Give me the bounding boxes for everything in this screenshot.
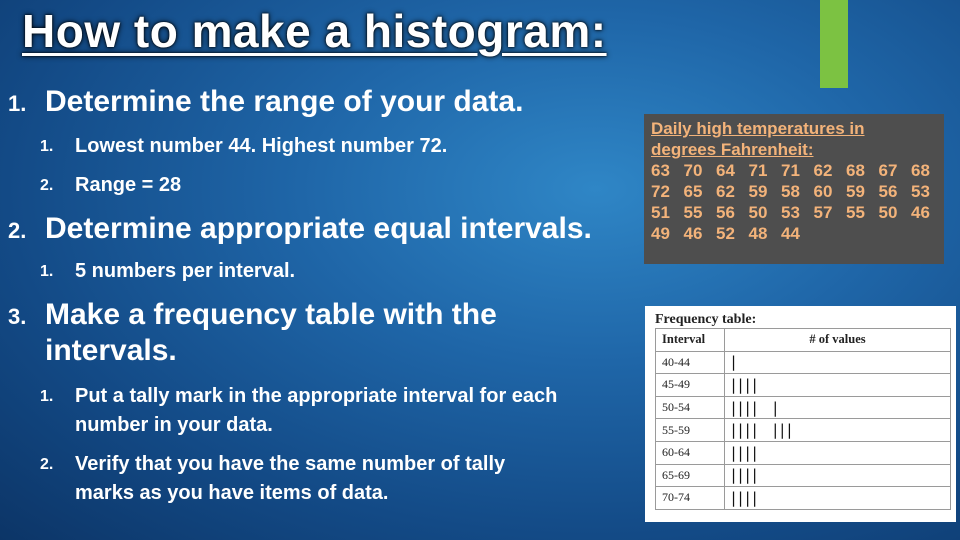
step-2-text: Determine appropriate equal intervals. [45, 212, 592, 245]
table-row [656, 351, 951, 374]
interval-cell: 55-59 [656, 419, 725, 442]
data-value: 72 [651, 182, 670, 201]
data-value: 44 [781, 224, 800, 243]
data-value: 48 [748, 224, 768, 243]
frequency-table-header [656, 329, 951, 352]
frequency-table-image [645, 306, 956, 522]
data-value: 71 [748, 161, 768, 180]
interval-cell: 45-49 [656, 374, 725, 397]
accent-bar [820, 0, 848, 88]
tally-cell: |||| | [725, 396, 951, 419]
frequency-table-title: Frequency table: [655, 312, 757, 327]
data-value [911, 223, 944, 244]
tally-cell: |||| [725, 487, 951, 510]
data-value: 68 [911, 161, 930, 180]
data-value: 60 [813, 182, 833, 201]
data-row [651, 181, 944, 202]
step-3-number: 3. [8, 304, 27, 329]
step-3-sub-1-line1: Put a tally mark in the appropriate interval for each [75, 385, 558, 407]
step-3-sub-1-line2: number in your data. [75, 414, 273, 436]
table-row [656, 396, 951, 419]
data-value: 71 [781, 161, 800, 180]
tally-cell: |||| [725, 441, 951, 464]
data-value: 56 [878, 182, 898, 201]
interval-cell: 40-44 [656, 351, 725, 374]
data-value: 64 [716, 161, 735, 180]
tally-cell: |||| [725, 464, 951, 487]
data-value [879, 223, 912, 244]
tally-cell: | [725, 351, 951, 374]
data-row [651, 202, 944, 223]
table-row [656, 419, 951, 442]
data-value: 53 [911, 182, 930, 201]
data-value: 46 [911, 203, 930, 222]
step-3-sub-2-line1: Verify that you have the same number of tally [75, 453, 506, 475]
data-value: 62 [716, 182, 735, 201]
step-1-number: 1. [8, 91, 27, 116]
table-row [656, 441, 951, 464]
tally-cell: |||| ||| [725, 419, 951, 442]
data-value: 62 [813, 161, 833, 180]
data-value: 58 [781, 182, 800, 201]
data-value: 55 [683, 203, 703, 222]
step-3-sub-2-number: 2. [40, 456, 54, 473]
data-value: 63 [651, 161, 670, 180]
step-2-sub-1-number: 1. [40, 263, 54, 280]
interval-cell: 60-64 [656, 441, 725, 464]
interval-cell: 50-54 [656, 396, 725, 419]
table-row [656, 374, 951, 397]
table-row [656, 487, 951, 510]
table-row [656, 464, 951, 487]
data-rows [651, 160, 944, 244]
step-1-sub-2-text: Range = 28 [75, 174, 182, 196]
frequency-table [655, 328, 951, 510]
data-row [651, 160, 944, 181]
data-value: 46 [683, 224, 703, 243]
step-1-text: Determine the range of your data. [45, 85, 524, 118]
interval-header: Interval [656, 329, 725, 352]
data-value: 68 [846, 161, 865, 180]
data-value [846, 223, 879, 244]
data-value: 67 [878, 161, 898, 180]
data-value: 65 [683, 182, 703, 201]
data-value: 59 [846, 182, 865, 201]
step-1-sub-1-number: 1. [40, 138, 54, 155]
step-1-sub-1-text: Lowest number 44. Highest number 72. [75, 135, 448, 157]
data-value [814, 223, 847, 244]
data-value: 53 [781, 203, 800, 222]
data-value: 56 [716, 203, 735, 222]
data-value: 51 [651, 203, 670, 222]
step-3-sub-1-number: 1. [40, 388, 54, 405]
step-2-number: 2. [8, 218, 27, 243]
data-heading-line2: degrees Fahrenheit: [651, 140, 814, 159]
data-row [651, 223, 944, 244]
data-value: 57 [813, 203, 833, 222]
step-3-text-line1: Make a frequency table with the [45, 298, 497, 331]
data-value: 55 [846, 203, 865, 222]
tally-cell: |||| [725, 374, 951, 397]
step-2-sub-1-text: 5 numbers per interval. [75, 260, 296, 282]
data-value: 50 [878, 203, 898, 222]
slide-title: How to make a histogram: [22, 5, 607, 57]
step-1-sub-2-number: 2. [40, 177, 54, 194]
data-value: 70 [683, 161, 703, 180]
interval-cell: 65-69 [656, 464, 725, 487]
temperature-data-box [644, 114, 944, 264]
data-value: 52 [716, 224, 735, 243]
data-value: 49 [651, 224, 670, 243]
values-header: # of values [725, 329, 951, 352]
data-value: 59 [748, 182, 768, 201]
step-3-text-line2: intervals. [45, 334, 177, 367]
interval-cell: 70-74 [656, 487, 725, 510]
data-value: 50 [748, 203, 768, 222]
data-heading-line1: Daily high temperatures in [651, 119, 865, 138]
step-3-sub-2-line2: marks as you have items of data. [75, 482, 389, 504]
